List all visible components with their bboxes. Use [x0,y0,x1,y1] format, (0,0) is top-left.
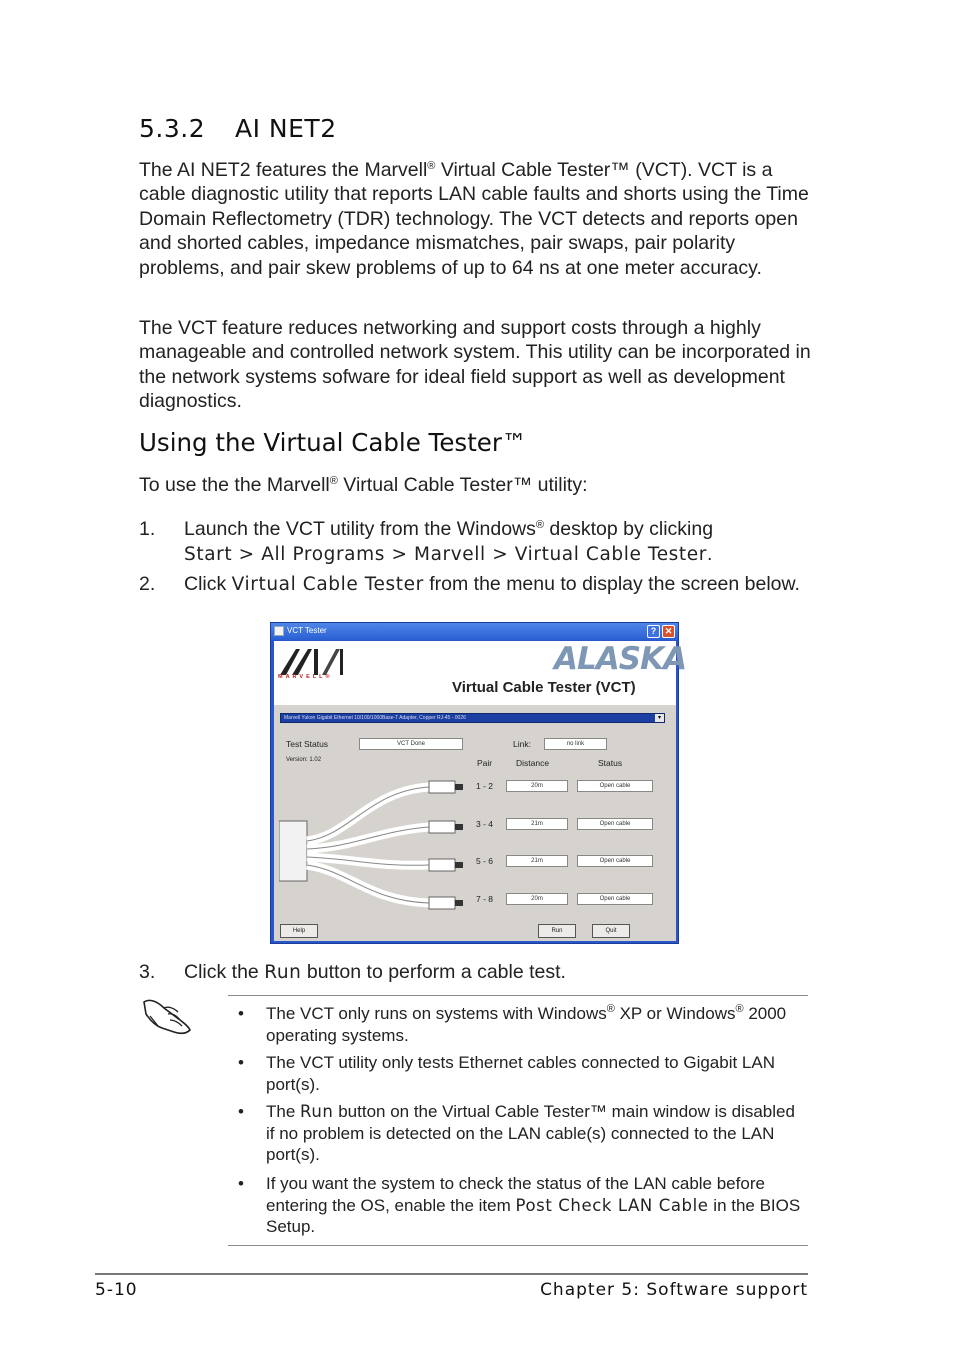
bullet-text-part: in the BIOS Setup. [266,1195,801,1236]
alaska-logo: ALASKA [554,641,687,677]
note-bullet-2 [238,1052,808,1095]
quit-button[interactable]: Quit [592,924,630,938]
paragraph-intro [139,158,814,280]
bullet-text-part: The [266,1102,301,1121]
chapter-label: Chapter 5: Software support [540,1280,808,1300]
paragraph-text: Virtual Cable Tester™ (VCT). VCT is a cable diagnostic utility that reports LAN cable faults and shorts using the Time Domain Reflectometry (TDR) technology. The VCT detects and reports open and shorted cables, impedance mismatches, pair swaps, pair polarity problems, and pair skew problems of up to 64 ns at one meter accuracy. [139,159,809,279]
bullet-text-part: XP or Windows [614,1004,736,1023]
vct-client-area [274,641,687,941]
step-text-part: Click [184,573,232,595]
step-text-part: from the menu to display the screen below. [423,573,800,595]
step-1 [139,517,819,567]
menu-path: Start > All Programs > Marvell > Virtual Cable Tester [184,543,707,565]
registered-mark: ® [735,1003,744,1015]
help-button[interactable]: Help [280,924,318,938]
section-heading [139,114,337,143]
run-button[interactable]: Run [538,924,576,938]
distance-field: 20m [506,780,568,792]
titlebar-close-button[interactable]: ✕ [662,625,675,638]
registered-mark: ® [329,475,338,487]
note-bullet-4 [238,1173,808,1238]
registered-mark: ® [535,519,544,531]
footer-divider [95,1273,808,1275]
bullet-dot: • [238,1004,244,1023]
step-text-part: desktop by clicking [544,518,714,540]
status-field: Open cable [577,780,653,792]
step-2 [139,572,819,598]
column-header-status: Status [598,758,623,768]
vct-titlebar [271,623,678,640]
instructions-intro [139,474,588,497]
step-3 [139,960,819,986]
pair-label: 1 - 2 [476,781,494,791]
note-bullet-3 [238,1101,808,1166]
note-hand-icon [140,992,194,1040]
status-field: Open cable [577,893,653,905]
note-divider-bottom [228,1245,808,1246]
bullet-text-part: 2000 operating systems. [266,1004,787,1045]
test-status-label: Test Status [286,739,329,749]
status-field: Open cable [577,818,653,830]
step-text-part: Click the [184,961,265,983]
registered-mark: ® [606,1003,615,1015]
bullet-text-part: button on the Virtual Cable Tester™ main window is disabled if no problem is detected on the LAN cable(s) connected to the LAN port(s). [266,1102,795,1164]
vct-window-screenshot [270,622,687,944]
link-label: Link: [513,739,531,749]
step-text [184,517,819,567]
vct-window-title: VCT Tester [287,626,327,635]
step-text-part: . [706,542,713,565]
step-text-part: Launch the VCT utility from the Windows [184,518,536,540]
adapter-dropdown[interactable] [280,713,665,723]
app-icon [274,626,284,636]
bullet-dot: • [238,1053,244,1072]
step-text [184,960,819,986]
registered-mark: ® [427,160,436,172]
menu-command: Virtual Cable Tester [231,574,424,595]
version-label: Version: 1.02 [286,757,322,763]
distance-field: 21m [506,818,568,830]
distance-field: 21m [506,855,568,867]
note-divider-top [228,995,808,996]
status-field: Open cable [577,855,653,867]
titlebar-help-button[interactable]: ? [647,625,660,638]
bullet-text [266,1003,808,1046]
paragraph-text: The AI NET2 features the Marvell [139,159,428,181]
intro-text: To use the the Marvell [139,474,330,496]
marvell-wordmark: MARVELL® [278,674,333,680]
column-header-pair: Pair [477,758,493,768]
marvell-logo-icon [278,645,358,695]
twisted-cable-illustration [279,771,469,921]
section-title: AI NET2 [235,114,337,143]
bios-item-reference: Post Check LAN Cable [515,1195,709,1215]
note-bullet-1 [238,1003,808,1046]
bullet-text [266,1101,808,1166]
step-text-part: button to perform a cable test. [301,961,566,983]
button-reference: Run [264,962,302,983]
bullet-dot: • [238,1174,244,1193]
column-header-distance: Distance [516,758,550,768]
bullet-text-part: If you want the system to check the status of the LAN cable before entering the OS, enable the item [266,1174,765,1215]
bullet-text-part: The VCT only runs on systems with Windows [266,1004,607,1023]
step-number: 2. [139,573,156,595]
pair-label: 5 - 6 [476,856,494,866]
step-number: 1. [139,518,156,540]
chevron-down-icon[interactable]: ▾ [655,714,664,722]
vct-product-title: Virtual Cable Tester (VCT) [452,679,636,696]
test-status-field: VCT Done [359,738,463,750]
step-text [184,572,819,598]
adapter-selected-value: Marvell Yukon Gigabit Ethernet 10/100/1000Base-T Adapter, Copper RJ-45 - 0026 [284,715,466,721]
bullet-text: The VCT utility only tests Ethernet cables connected to Gigabit LAN port(s). [266,1053,776,1094]
step-number: 3. [139,961,156,983]
distance-field: 20m [506,893,568,905]
pair-label: 7 - 8 [476,894,494,904]
pair-label: 3 - 4 [476,819,494,829]
link-status-field: no link [544,738,607,750]
bullet-text [266,1173,808,1238]
paragraph-benefits: The VCT feature reduces networking and support costs through a highly manageable and controlled network system. This utility can be incorporated in the network systems sofware for ideal field support as well as development diagnostics. [139,317,811,413]
subsection-heading: Using the Virtual Cable Tester™ [139,428,527,457]
vct-banner [274,641,687,705]
page-number: 5-10 [95,1280,138,1300]
button-reference: Run [300,1102,334,1121]
section-number: 5.3.2 [139,114,206,143]
intro-text: Virtual Cable Tester™ utility: [337,474,588,496]
bullet-dot: • [238,1102,244,1121]
